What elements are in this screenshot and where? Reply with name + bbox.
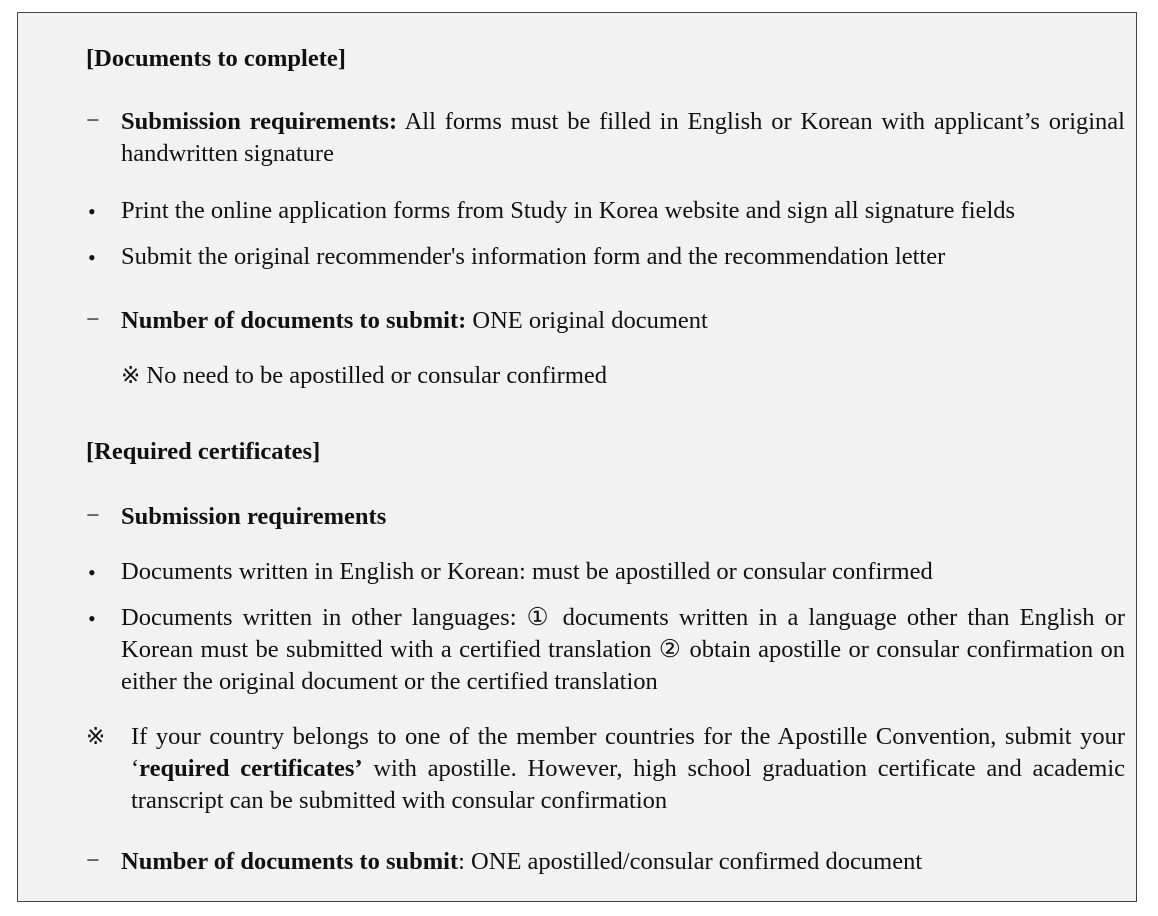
dash-marker: − bbox=[86, 307, 100, 333]
dash-marker: − bbox=[86, 108, 100, 134]
bullet-item: Documents written in English or Korean: must be apostilled or consular confirmed bbox=[121, 558, 933, 585]
number-of-documents-value: ONE original document bbox=[466, 307, 708, 334]
submission-requirements-text bbox=[121, 106, 1125, 170]
section-heading-certificates: [Required certificates] bbox=[86, 438, 321, 465]
note-no-apostille bbox=[121, 360, 607, 392]
submission-requirements-desc: All forms must be filled in English or Korean with applicant’s original handwritten signature bbox=[121, 108, 1125, 167]
number-of-documents-text bbox=[121, 846, 922, 878]
note-text: If your country belongs to one of the member countries for the Apostille Convention, submit your ‘ bbox=[131, 723, 1125, 782]
reference-mark-icon: ※ bbox=[121, 363, 141, 389]
bullet-marker: • bbox=[88, 245, 96, 270]
number-of-documents-text bbox=[121, 305, 708, 337]
submission-requirements-label: Submission requirements: bbox=[121, 108, 398, 135]
note-text: No need to be apostilled or consular confirmed bbox=[140, 362, 608, 389]
bullet-marker: • bbox=[88, 560, 96, 585]
bullet-item: Submit the original recommender's information form and the recommendation letter bbox=[121, 243, 946, 270]
info-panel bbox=[17, 12, 1137, 902]
reference-mark-icon: ※ bbox=[86, 724, 106, 750]
note-emphasis: required certificates’ bbox=[139, 755, 363, 782]
bullet-marker: • bbox=[88, 606, 96, 631]
submission-requirements-label: Submission requirements bbox=[121, 503, 387, 530]
number-of-documents-label: Number of documents to submit: bbox=[121, 307, 467, 334]
bullet-marker: • bbox=[88, 199, 96, 224]
bullet-item: Print the online application forms from Study in Korea website and sign all signature fields bbox=[121, 197, 1016, 224]
dash-marker: − bbox=[86, 503, 100, 529]
section-heading-documents: [Documents to complete] bbox=[86, 45, 346, 72]
apostille-convention-note bbox=[131, 721, 1125, 817]
number-of-documents-label: Number of documents to submit bbox=[121, 848, 459, 875]
bullet-item: Documents written in other languages: ① documents written in a language other than English or Korean must be submitted with a certified translation ② obtain apostille or consular confirmation on either the original document or the certified translation bbox=[121, 604, 1125, 695]
dash-marker: − bbox=[86, 848, 100, 874]
number-of-documents-value: : ONE apostilled/consular confirmed document bbox=[458, 848, 923, 875]
note-text: with apostille. However, high school graduation certificate and academic transcript can be submitted with consular confirmation bbox=[131, 755, 1126, 814]
